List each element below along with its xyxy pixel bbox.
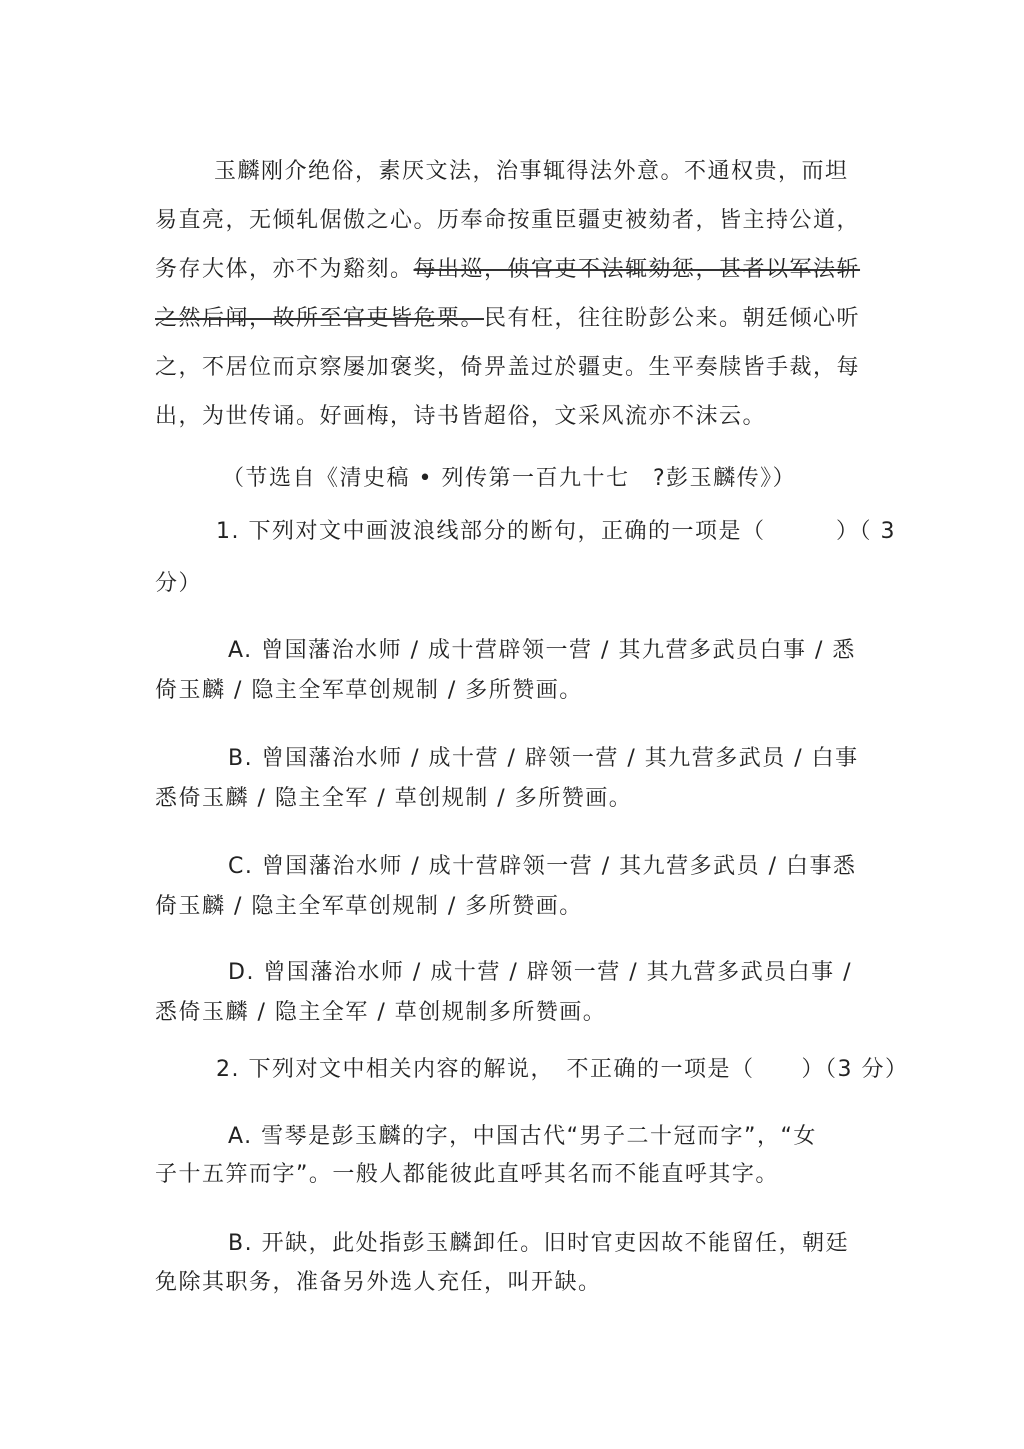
q1-option-c-line-1: C. 曾国藩治水师 / 成十营辟领一营 / 其九营多武员 / 白事悉 bbox=[228, 854, 857, 879]
passage-line-2: 易直亮，无倾轧倨傲之心。历奉命按重臣疆吏被劾者，皆主持公道， bbox=[155, 208, 861, 233]
q2-option-a-line-1: A. 雪琴是彭玉麟的字，中国古代“男子二十冠而字”，“女 bbox=[228, 1124, 817, 1149]
source-citation: （节选自《清史稿 • 列传第一百九十七 ?彭玉麟传》） bbox=[222, 466, 797, 491]
wavy-underlined-segment-2: 之然后闻，故所至官吏皆危栗。 bbox=[155, 306, 485, 331]
q2-option-a-line-2: 子十五笄而字”。一般人都能彼此直呼其名而不能直呼其字。 bbox=[155, 1162, 779, 1187]
question-1-stem: 1. 下列对文中画波浪线部分的断句，正确的一项是（ ）（ 3 bbox=[216, 519, 896, 544]
q1-option-d-line-1: D. 曾国藩治水师 / 成十营 / 辟领一营 / 其九营多武员白事 / bbox=[228, 960, 853, 985]
q1-option-a-line-2: 倚玉麟 / 隐主全军草创规制 / 多所赞画。 bbox=[155, 678, 583, 703]
q1-option-c-line-2: 倚玉麟 / 隐主全军草创规制 / 多所赞画。 bbox=[155, 894, 583, 919]
passage-line-6: 出，为世传诵。好画梅，诗书皆超俗，文采风流亦不沫云。 bbox=[155, 404, 767, 429]
question-2-stem: 2. 下列对文中相关内容的解说， 不正确的一项是（ ）（3 分） bbox=[216, 1057, 909, 1082]
q1-option-b-line-2: 悉倚玉麟 / 隐主全军 / 草创规制 / 多所赞画。 bbox=[155, 786, 633, 811]
passage-line-5: 之，不居位而京察屡加褒奖，倚畀盖过於疆吏。生平奏牍皆手裁，每 bbox=[155, 355, 861, 380]
passage-line-4-plain: 民有枉，往往盼彭公来。朝廷倾心听 bbox=[484, 306, 861, 331]
passage-line-3 bbox=[155, 255, 860, 285]
wavy-underlined-segment-1: 每出巡，侦官吏不法辄劾惩，甚者以军法斩 bbox=[413, 257, 861, 282]
question-1-stem-cont: 分） bbox=[155, 571, 203, 596]
q2-option-b-line-1: B. 开缺，此处指彭玉麟卸任。旧时官吏因故不能留任，朝廷 bbox=[228, 1231, 850, 1256]
passage-line-4 bbox=[155, 304, 860, 334]
q1-option-d-line-2: 悉倚玉麟 / 隐主全军 / 草创规制多所赞画。 bbox=[155, 1000, 607, 1025]
q1-option-a-line-1: A. 曾国藩治水师 / 成十营辟领一营 / 其九营多武员白事 / 悉 bbox=[228, 638, 856, 663]
passage-line-3-plain: 务存大体，亦不为谿刻。 bbox=[155, 257, 414, 282]
q2-option-b-line-2: 免除其职务，准备另外选人充任，叫开缺。 bbox=[155, 1270, 602, 1295]
q1-option-b-line-1: B. 曾国藩治水师 / 成十营 / 辟领一营 / 其九营多武员 / 白事 bbox=[228, 746, 859, 771]
passage-line-1: 玉麟刚介绝俗，素厌文法，治事辄得法外意。不通权贵，而坦 bbox=[214, 159, 849, 184]
